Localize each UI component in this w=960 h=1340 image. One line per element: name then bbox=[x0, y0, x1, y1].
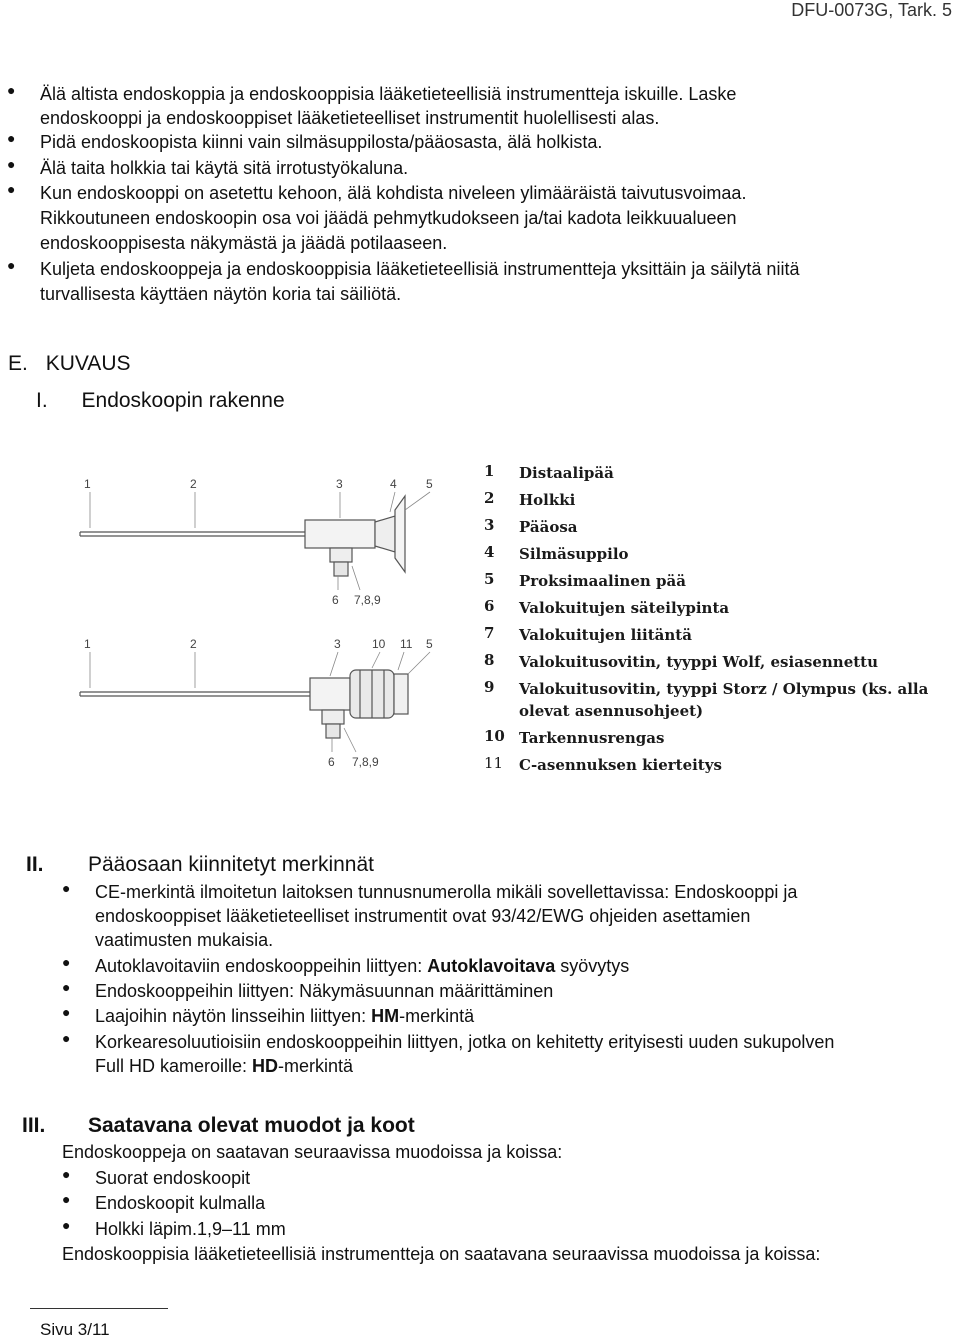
warning-text-3: Älä taita holkkia tai käytä sitä irrotustyökaluna. bbox=[40, 158, 409, 178]
callout-label: 6 bbox=[332, 593, 339, 607]
legend-label: Valokuitujen liitäntä bbox=[519, 626, 692, 644]
instruments-intro: Endoskooppisia lääketieteellisiä instrumentteja on saatavana seuraavissa muodoissa ja koissa: bbox=[62, 1244, 821, 1264]
bullet-icon: ● bbox=[7, 130, 16, 146]
section-number: I. bbox=[36, 389, 48, 412]
bullet-icon: ● bbox=[62, 1166, 71, 1182]
bullet-icon: ● bbox=[62, 979, 71, 995]
bullet-icon: ● bbox=[62, 1030, 71, 1046]
bullet-icon: ● bbox=[7, 257, 16, 273]
bullet-icon: ● bbox=[62, 880, 71, 896]
marking-text-bold: HD bbox=[252, 1056, 279, 1076]
bullet-icon: ● bbox=[62, 1004, 71, 1020]
bullet-icon: ● bbox=[7, 181, 16, 197]
marking-text bbox=[95, 1004, 474, 1029]
marking-text-part: -merkintä bbox=[278, 1056, 354, 1076]
warning-text-5b: turvallisesta käyttäen näytön koria tai säiliötä. bbox=[40, 284, 402, 304]
legend-number: 10 bbox=[484, 727, 505, 745]
endoscope-bottom-figure bbox=[80, 652, 430, 752]
marking-text: Korkearesoluutioisiin endoskooppeihin liittyen, jotka on kehitetty erityisesti uuden sukupolven bbox=[95, 1032, 835, 1052]
marking-text: CE-merkintä ilmoitetun laitoksen tunnusnumerolla mikäli sovellettavissa: Endoskooppi ja bbox=[95, 882, 798, 902]
bullet-icon: ● bbox=[7, 82, 16, 98]
legend-number: 8 bbox=[484, 651, 495, 669]
marking-text bbox=[95, 1054, 353, 1079]
section-title: Saatavana olevat muodot ja koot bbox=[88, 1114, 415, 1137]
diagram-legend bbox=[484, 462, 954, 782]
sizes-intro: Endoskooppeja on saatavan seuraavissa muodoissa ja koissa: bbox=[62, 1142, 563, 1162]
marking-text-bold: HM bbox=[371, 1006, 400, 1026]
legend-number: 1 bbox=[484, 462, 495, 480]
callout-label: 4 bbox=[390, 477, 397, 491]
legend-number: 6 bbox=[484, 597, 495, 615]
callout-label: 2 bbox=[190, 637, 197, 651]
section-title: Endoskoopin rakenne bbox=[81, 389, 285, 412]
bullet-icon: ● bbox=[62, 1191, 71, 1207]
callout-label: 5 bbox=[426, 637, 433, 651]
legend-number: 5 bbox=[484, 570, 495, 588]
section-heading-ii bbox=[26, 853, 374, 877]
warning-text-1a: Älä altista endoskoppia ja endoskooppisia lääketieteellisiä instrumentteja iskuille. Laske bbox=[40, 84, 737, 104]
size-item-text: Holkki läpim.1,9–11 mm bbox=[95, 1219, 286, 1239]
warning-text-4b: Rikkoutuneen endoskoopin osa voi jäädä pehmytkudokseen ja/tai kadota leikkuualueen bbox=[40, 208, 737, 228]
endoscope-top-figure bbox=[80, 492, 430, 590]
callout-label: 3 bbox=[336, 477, 343, 491]
legend-label: Pääosa bbox=[519, 518, 578, 536]
section-heading-i bbox=[36, 389, 285, 413]
section-number: III. bbox=[22, 1114, 46, 1137]
section-title: Pääosaan kiinnitetyt merkinnät bbox=[88, 853, 374, 876]
callout-label: 7,8,9 bbox=[352, 755, 379, 769]
marking-text: vaatimusten mukaisia. bbox=[95, 930, 274, 950]
marking-text-part: -merkintä bbox=[399, 1006, 475, 1026]
marking-text-part: Laajoihin näytön linsseihin liittyen: bbox=[95, 1006, 372, 1026]
legend-label: Valokuitusovitin, tyyppi Wolf, esiasennettu bbox=[519, 653, 879, 671]
marking-text: endoskooppiset lääketieteelliset instrumentit ovat 93/42/EWG ohjeiden asettamien bbox=[95, 906, 751, 926]
document-reference: DFU-0073G, Tark. 5 bbox=[791, 0, 952, 20]
legend-label: Valokuitusovitin, tyyppi Storz / Olympus (ks. alla olevat asennusohjeet) bbox=[519, 680, 929, 720]
callout-label: 6 bbox=[328, 755, 335, 769]
section-title: KUVAUS bbox=[45, 352, 131, 375]
marking-text-part: syövytys bbox=[555, 956, 630, 976]
callout-label: 1 bbox=[84, 637, 91, 651]
callout-label: 11 bbox=[400, 637, 413, 651]
callout-label: 10 bbox=[372, 637, 386, 651]
legend-number: 11 bbox=[484, 754, 504, 772]
size-item-text: Suorat endoskoopit bbox=[95, 1168, 251, 1188]
callout-label: 2 bbox=[190, 477, 197, 491]
callout-label: 5 bbox=[426, 477, 433, 491]
warning-text-4a: Kun endoskooppi on asetettu kehoon, älä kohdista niveleen ylimääräistä taivutusvoimaa. bbox=[40, 183, 747, 203]
bullet-icon: ● bbox=[62, 954, 71, 970]
section-number: E. bbox=[8, 352, 28, 375]
marking-text bbox=[95, 954, 629, 979]
marking-text: Endoskooppeihin liittyen: Näkymäsuunnan määrittäminen bbox=[95, 981, 554, 1001]
legend-label: Valokuitujen säteilypinta bbox=[519, 599, 730, 617]
legend-number: 7 bbox=[484, 624, 495, 642]
section-heading-e bbox=[8, 352, 131, 376]
callout-label: 7,8,9 bbox=[354, 593, 381, 607]
warning-text-2: Pidä endoskoopista kiinni vain silmäsuppilosta/pääosasta, älä holkista. bbox=[40, 132, 603, 152]
legend-label: Distaalipää bbox=[519, 464, 614, 482]
section-heading-iii bbox=[22, 1114, 415, 1138]
legend-number: 2 bbox=[484, 489, 495, 507]
legend-number: 9 bbox=[484, 678, 495, 696]
warning-text-5a: Kuljeta endoskooppeja ja endoskooppisia lääketieteellisiä instrumentteja yksittäin ja säilytä niitä bbox=[40, 259, 800, 279]
marking-text-part: Autoklavoitaviin endoskooppeihin liittyen: bbox=[95, 956, 428, 976]
size-item-text: Endoskoopit kulmalla bbox=[95, 1193, 266, 1213]
page-number: Sivu 3/11 bbox=[40, 1320, 110, 1339]
legend-number: 3 bbox=[484, 516, 495, 534]
legend-label: C-asennuksen kierteitys bbox=[519, 756, 722, 774]
legend-label: Holkki bbox=[519, 491, 576, 509]
legend-label: Proksimaalinen pää bbox=[519, 572, 686, 590]
callout-label: 1 bbox=[84, 477, 91, 491]
callout-label: 3 bbox=[334, 637, 341, 651]
footer-divider bbox=[30, 1308, 168, 1309]
bullet-icon: ● bbox=[7, 156, 16, 172]
section-number: II. bbox=[26, 853, 44, 876]
legend-label: Tarkennusrengas bbox=[519, 729, 665, 747]
endoscope-diagram bbox=[60, 470, 460, 780]
warning-text-4c: endoskooppisesta näkymästä ja jäädä potilaaseen. bbox=[40, 233, 448, 253]
warning-text-1b: endoskooppi ja endoskooppiset lääketieteelliset instrumentit huolellisesti alas. bbox=[40, 108, 660, 128]
marking-text-bold: Autoklavoitava bbox=[427, 956, 556, 976]
legend-number: 4 bbox=[484, 543, 495, 561]
legend-label: Silmäsuppilo bbox=[519, 545, 629, 563]
marking-text-part: Full HD kameroille: bbox=[95, 1056, 253, 1076]
bullet-icon: ● bbox=[62, 1217, 71, 1233]
